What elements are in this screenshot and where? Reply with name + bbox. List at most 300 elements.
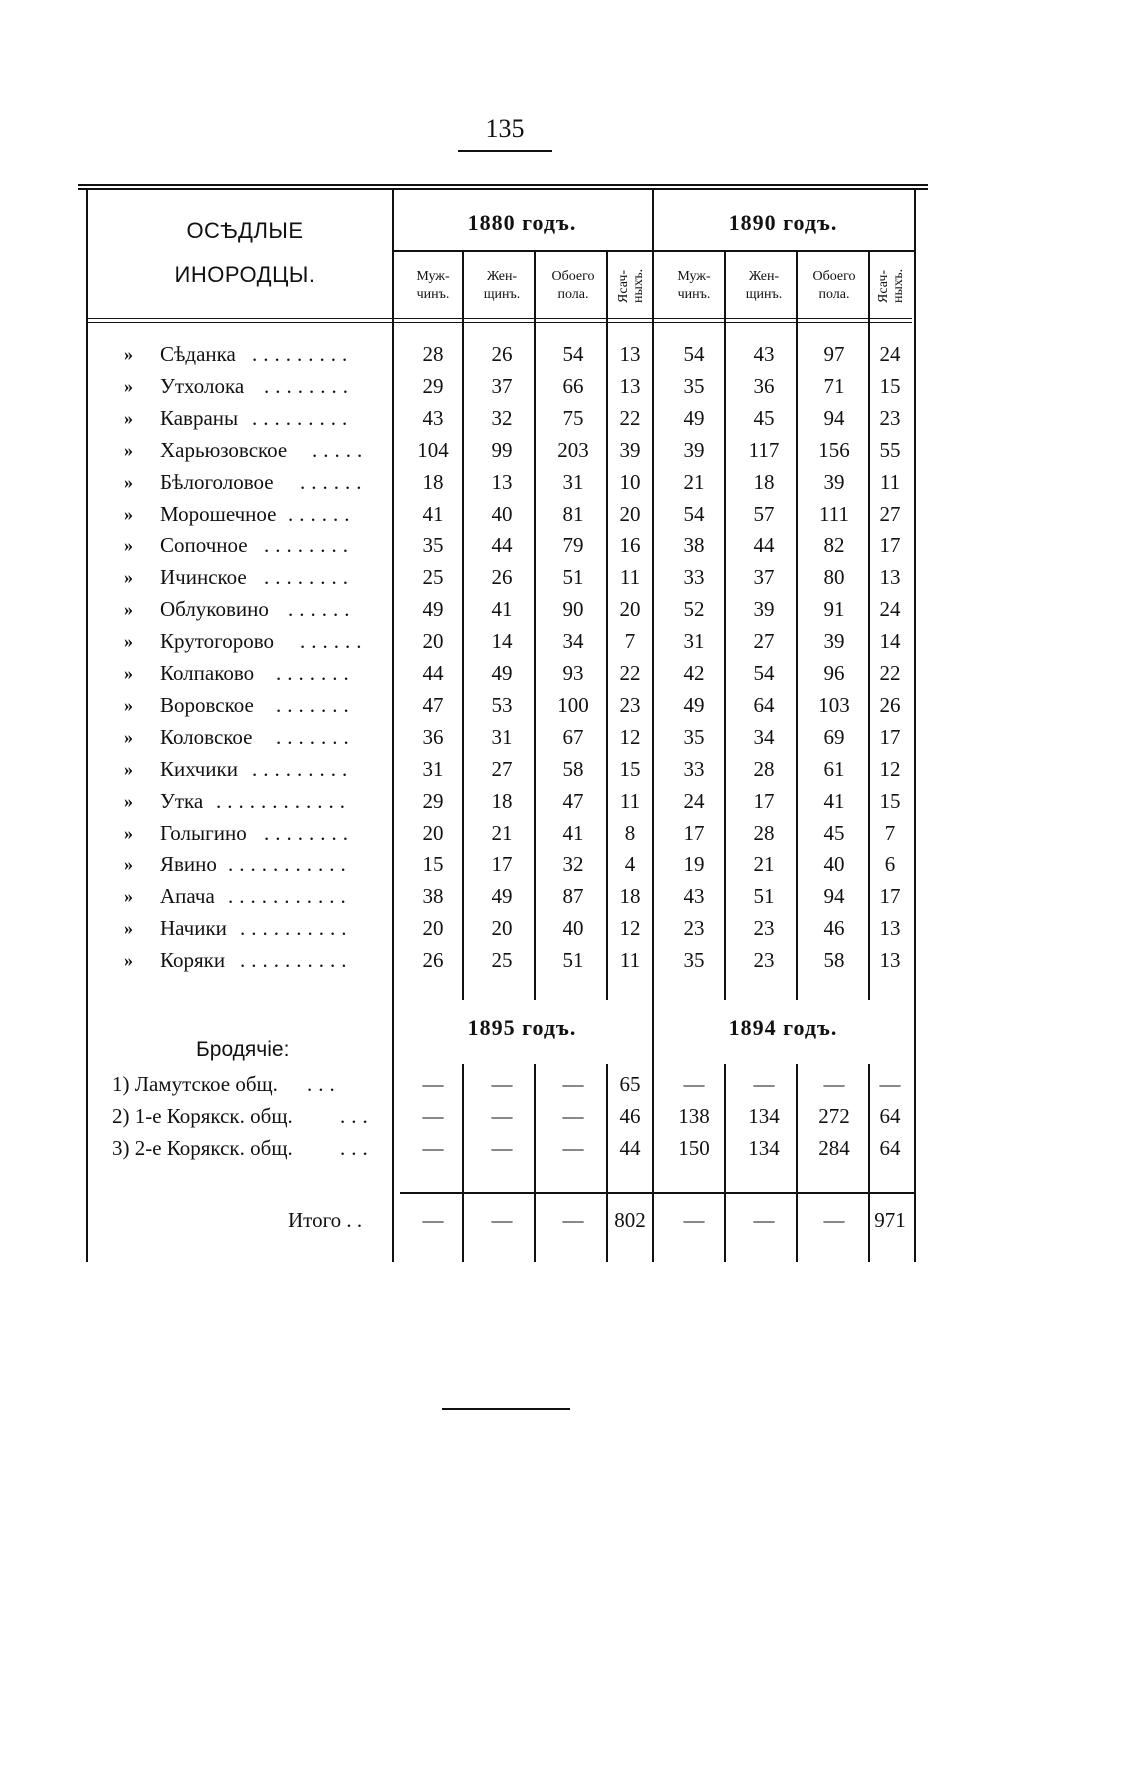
table-cell: 99 xyxy=(491,437,513,462)
table-column-rule xyxy=(606,252,608,1000)
table-cell: 13 xyxy=(879,948,901,973)
table-cell: 44 xyxy=(753,533,775,558)
table-cell: — xyxy=(491,1072,513,1096)
table-cell: 43 xyxy=(683,884,705,909)
settlement-name: Колпаково xyxy=(160,661,255,685)
table-cell: 49 xyxy=(491,661,513,685)
table-cell: 11 xyxy=(879,469,901,494)
table-cell: 54 xyxy=(562,342,584,366)
table-cell: 17 xyxy=(879,724,901,749)
table-column-rule xyxy=(462,1064,464,1262)
table-cell: 7 xyxy=(624,629,636,654)
table-cell: 91 xyxy=(823,597,845,622)
table-cell: 138 xyxy=(678,1104,710,1128)
table-cell: 15 xyxy=(879,373,901,398)
table-cell: 51 xyxy=(562,565,584,590)
table-cell: 802 xyxy=(614,1208,646,1232)
settlement-name: Коряки xyxy=(160,948,226,973)
table-cell: 81 xyxy=(562,501,584,526)
table-column-rule xyxy=(724,1064,726,1262)
year-heading-rule xyxy=(392,250,914,252)
table-cell: 150 xyxy=(678,1136,710,1160)
table-cell: 35 xyxy=(683,724,705,749)
table-cell: 100 xyxy=(557,692,589,717)
table-row xyxy=(0,880,1140,912)
table-cell: 13 xyxy=(619,342,641,366)
table-cell: 80 xyxy=(823,565,845,590)
leader-dots: ..... xyxy=(312,437,369,462)
table-cell: 33 xyxy=(683,565,705,590)
table-cell: 97 xyxy=(823,342,845,366)
table-cell: 66 xyxy=(562,373,584,398)
table-cell: 94 xyxy=(823,884,845,909)
table-cell: 23 xyxy=(753,948,775,973)
table-cell: 15 xyxy=(422,852,444,877)
table-cell: 43 xyxy=(422,405,444,430)
table-row xyxy=(0,402,1140,434)
column-heading-both: Обоего пола. xyxy=(551,269,595,302)
table-cell: 31 xyxy=(422,756,444,781)
table-cell: 13 xyxy=(879,916,901,941)
table-top-rule xyxy=(78,184,928,190)
table-cell: 20 xyxy=(491,916,513,941)
table-cell: — xyxy=(753,1208,775,1232)
table-cell: 18 xyxy=(491,788,513,813)
row-marker: » xyxy=(124,503,133,524)
table-cell: — xyxy=(879,1072,901,1096)
table-cell: 36 xyxy=(753,373,775,398)
table-cell: 20 xyxy=(619,501,641,526)
leader-dots: ... xyxy=(340,1104,374,1128)
table-cell: — xyxy=(562,1072,584,1096)
settlement-name: Явино xyxy=(160,852,217,877)
table-cell: 38 xyxy=(422,884,444,909)
table-cell: 12 xyxy=(879,756,901,781)
row-marker: » xyxy=(124,439,133,460)
table-cell: 39 xyxy=(683,437,705,462)
table-cell: 41 xyxy=(491,597,513,622)
table-cell: 24 xyxy=(879,342,901,366)
table-cell: 64 xyxy=(753,692,775,717)
table-cell: — xyxy=(422,1104,444,1128)
total-label: Итого . . xyxy=(288,1208,363,1232)
column-heading-yasak: Ясач- ныхъ. xyxy=(616,268,646,304)
table-cell: 18 xyxy=(422,469,444,494)
row-marker: » xyxy=(124,663,133,683)
table-cell: 27 xyxy=(491,756,513,781)
table-cell: 25 xyxy=(491,948,513,973)
row-marker: » xyxy=(124,344,133,364)
leader-dots: .......... xyxy=(240,948,353,973)
table-cell: 42 xyxy=(683,661,705,685)
table-column-rule xyxy=(796,252,798,1000)
table-cell: 24 xyxy=(683,788,705,813)
table-cell: 21 xyxy=(683,469,705,494)
table-cell: 4 xyxy=(624,852,636,877)
table-row xyxy=(0,561,1140,593)
table-cell: 53 xyxy=(491,692,513,717)
table-cell: 49 xyxy=(491,884,513,909)
settlement-name: Кавраны xyxy=(160,405,239,430)
table-cell: 44 xyxy=(422,661,444,685)
table-cell: 156 xyxy=(818,437,850,462)
table-cell: 17 xyxy=(879,533,901,558)
table-row xyxy=(0,912,1140,944)
nomadic-group-name: 3) 2-е Корякск. общ. xyxy=(112,1136,293,1160)
table-cell: 44 xyxy=(619,1136,641,1160)
table-column-rule xyxy=(86,190,88,1262)
row-marker: » xyxy=(124,631,133,652)
table-cell: 29 xyxy=(422,373,444,398)
table-cell: — xyxy=(491,1104,513,1128)
table-cell: 71 xyxy=(823,373,845,398)
settlement-name: Ичинское xyxy=(160,565,247,590)
table-column-rule xyxy=(868,1064,870,1262)
table-cell: 16 xyxy=(619,533,641,558)
table-row xyxy=(0,689,1140,721)
table-cell: 17 xyxy=(879,884,901,909)
total-row xyxy=(0,1204,1140,1236)
header-title-line2: ИНОРОДЦЫ. xyxy=(174,262,316,287)
leader-dots: ........... xyxy=(228,852,352,877)
table-cell: 40 xyxy=(823,852,845,877)
table-cell: 23 xyxy=(683,916,705,941)
table-cell: 26 xyxy=(879,692,901,717)
table-cell: 15 xyxy=(879,788,901,813)
leader-dots: ........ xyxy=(264,533,354,558)
table-cell: — xyxy=(491,1136,513,1160)
table-cell: 46 xyxy=(823,916,845,941)
table-cell: 39 xyxy=(619,437,641,462)
leader-dots: ........ xyxy=(264,565,354,590)
table-cell: 104 xyxy=(417,437,449,462)
settlement-name: Морошечное xyxy=(160,501,277,526)
table-cell: — xyxy=(753,1072,775,1096)
table-row xyxy=(0,753,1140,785)
table-cell: 10 xyxy=(619,469,641,494)
table-cell: 51 xyxy=(562,948,584,973)
leader-dots: .......... xyxy=(240,916,353,941)
footer-rule xyxy=(442,1408,570,1410)
nomadic-bottom-rule xyxy=(400,1192,914,1194)
settlement-name: Утхолока xyxy=(160,373,245,398)
nomadic-label: Бродячіе: xyxy=(196,1038,290,1061)
table-cell: 37 xyxy=(491,373,513,398)
table-row xyxy=(0,785,1140,817)
row-marker: » xyxy=(124,822,133,843)
table-row xyxy=(0,593,1140,625)
table-cell: 58 xyxy=(562,756,584,781)
table-cell: 11 xyxy=(619,565,641,590)
settlement-name: Харьюзовское xyxy=(160,437,288,462)
leader-dots: ........... xyxy=(228,884,352,909)
leader-dots: ........ xyxy=(264,373,354,398)
table-cell: 20 xyxy=(422,629,444,654)
column-heading-men: Муж- чинъ. xyxy=(416,269,450,302)
table-cell: 61 xyxy=(823,756,845,781)
table-cell: 20 xyxy=(422,820,444,845)
page-number: 135 xyxy=(485,114,525,143)
table-cell: 35 xyxy=(422,533,444,558)
table-row xyxy=(0,338,1140,370)
table-row xyxy=(0,434,1140,466)
table-cell: 21 xyxy=(491,820,513,845)
table-column-rule xyxy=(392,190,394,1262)
table-column-rule xyxy=(534,1064,536,1262)
table-cell: 18 xyxy=(619,884,641,909)
table-cell: 28 xyxy=(422,342,444,366)
table-cell: 34 xyxy=(753,724,775,749)
nomadic-group-name: 1) Ламутское общ. xyxy=(112,1072,278,1096)
table-cell: — xyxy=(683,1208,705,1232)
table-cell: 29 xyxy=(422,788,444,813)
row-marker: » xyxy=(124,599,133,620)
table-column-rule xyxy=(724,252,726,1000)
settlement-name: Сопочное xyxy=(160,533,248,558)
table-row xyxy=(0,1100,1140,1132)
table-cell: 35 xyxy=(683,373,705,398)
table-cell: 90 xyxy=(562,597,584,622)
leader-dots: ....... xyxy=(276,692,355,717)
table-cell: — xyxy=(422,1208,444,1232)
table-column-rule xyxy=(652,190,654,1262)
table-column-rule xyxy=(534,252,536,1000)
table-cell: 28 xyxy=(753,820,775,845)
settlement-name: Воровское xyxy=(160,692,254,717)
table-cell: 11 xyxy=(619,948,641,973)
table-column-rule xyxy=(868,252,870,1000)
table-cell: 22 xyxy=(619,405,641,430)
table-row xyxy=(0,466,1140,498)
table-cell: 39 xyxy=(823,629,845,654)
table-cell: — xyxy=(422,1136,444,1160)
column-heading-men: Муж- чинъ. xyxy=(677,269,711,302)
table-cell: — xyxy=(422,1072,444,1096)
settlement-name: Крутогорово xyxy=(160,629,274,654)
table-cell: 971 xyxy=(874,1208,906,1232)
leader-dots: ... xyxy=(307,1072,341,1096)
table-cell: — xyxy=(823,1072,845,1096)
table-cell: 64 xyxy=(879,1136,901,1160)
table-cell: 32 xyxy=(562,852,584,877)
table-cell: 34 xyxy=(562,629,584,654)
table-cell: 17 xyxy=(683,820,705,845)
table-cell: 11 xyxy=(619,788,641,813)
table-cell: 58 xyxy=(823,948,845,973)
table-cell: 14 xyxy=(491,629,513,654)
table-cell: 111 xyxy=(819,501,849,526)
table-cell: 203 xyxy=(557,437,589,462)
table-cell: 8 xyxy=(624,820,636,845)
year-1880-heading: 1880 годъ. xyxy=(467,210,577,235)
row-marker: » xyxy=(124,886,133,907)
table-cell: 21 xyxy=(753,852,775,877)
table-cell: 13 xyxy=(619,373,641,398)
table-cell: 38 xyxy=(683,533,705,558)
leader-dots: ......... xyxy=(252,405,354,430)
settlement-name: Коловское xyxy=(160,724,253,749)
table-cell: 272 xyxy=(818,1104,850,1128)
table-cell: — xyxy=(683,1072,705,1096)
settlement-name: Кихчики xyxy=(160,756,238,781)
table-cell: 69 xyxy=(823,724,845,749)
table-column-rule xyxy=(462,252,464,1000)
table-cell: — xyxy=(823,1208,845,1232)
table-cell: 18 xyxy=(753,469,775,494)
table-row xyxy=(0,944,1140,976)
table-cell: 82 xyxy=(823,533,845,558)
table-cell: 23 xyxy=(879,405,901,430)
table-cell: 39 xyxy=(823,469,845,494)
table-cell: 32 xyxy=(491,405,513,430)
row-marker: » xyxy=(124,854,133,875)
table-cell: 47 xyxy=(562,788,584,813)
table-cell: 17 xyxy=(753,788,775,813)
table-cell: — xyxy=(562,1104,584,1128)
table-row xyxy=(0,848,1140,880)
row-marker: » xyxy=(124,758,133,779)
table-cell: 36 xyxy=(422,724,444,749)
leader-dots: ........ xyxy=(264,820,354,845)
table-cell: 22 xyxy=(879,661,901,685)
table-cell: 6 xyxy=(884,852,896,877)
settlement-name: Облуковино xyxy=(160,597,269,622)
settlement-name: Апача xyxy=(160,884,215,909)
table-cell: 27 xyxy=(753,629,775,654)
table-cell: 41 xyxy=(562,820,584,845)
row-marker: » xyxy=(124,375,133,396)
table-cell: 52 xyxy=(683,597,705,622)
table-cell: 284 xyxy=(818,1136,850,1160)
settlement-name: Голыгино xyxy=(160,820,247,845)
table-cell: 75 xyxy=(562,405,584,430)
settlement-name: Сѣданка xyxy=(160,342,236,366)
row-marker: » xyxy=(124,567,133,588)
leader-dots: ............ xyxy=(216,788,351,813)
table-cell: 44 xyxy=(491,533,513,558)
table-cell: 45 xyxy=(823,820,845,845)
leader-dots: ......... xyxy=(252,342,354,366)
row-marker: » xyxy=(124,918,133,939)
table-cell: 41 xyxy=(422,501,444,526)
table-header-bottom-rule xyxy=(86,318,912,323)
leader-dots: ...... xyxy=(300,469,368,494)
table-cell: 39 xyxy=(753,597,775,622)
table-cell: 26 xyxy=(491,342,513,366)
settlement-name: Начики xyxy=(160,916,227,941)
table-cell: 12 xyxy=(619,724,641,749)
table-cell: 33 xyxy=(683,756,705,781)
table-cell: 31 xyxy=(491,724,513,749)
table-cell: 31 xyxy=(683,629,705,654)
table-row xyxy=(0,625,1140,657)
table-cell: — xyxy=(491,1208,513,1232)
row-marker: » xyxy=(124,471,133,492)
table-cell: 67 xyxy=(562,724,584,749)
table-cell: 26 xyxy=(422,948,444,973)
table-cell: 25 xyxy=(422,565,444,590)
leader-dots: ......... xyxy=(252,756,354,781)
table-cell: 14 xyxy=(879,629,901,654)
table-cell: 12 xyxy=(619,916,641,941)
table-cell: 65 xyxy=(619,1072,641,1096)
table-row xyxy=(0,721,1140,753)
settlement-name: Бѣлоголовое xyxy=(160,469,274,494)
table-cell: 41 xyxy=(823,788,845,813)
table-cell: — xyxy=(562,1208,584,1232)
table-cell: 46 xyxy=(619,1104,641,1128)
table-cell: 54 xyxy=(683,342,705,366)
nomadic-group-name: 2) 1-е Корякск. общ. xyxy=(112,1104,293,1128)
table-cell: 64 xyxy=(879,1104,901,1128)
table-cell: 20 xyxy=(619,597,641,622)
row-marker: » xyxy=(124,726,133,747)
table-row xyxy=(0,1132,1140,1164)
table-cell: 15 xyxy=(619,756,641,781)
table-cell: 54 xyxy=(753,661,775,685)
table-row xyxy=(0,817,1140,849)
row-marker: » xyxy=(124,694,133,715)
table-column-rule xyxy=(606,1064,608,1262)
column-heading-women: Жен- щинъ. xyxy=(745,269,783,302)
table-cell: 31 xyxy=(562,469,584,494)
table-cell: 23 xyxy=(619,692,641,717)
table-cell: 26 xyxy=(491,565,513,590)
column-heading-yasak: Ясач- ныхъ. xyxy=(876,268,906,304)
table-cell: 49 xyxy=(683,405,705,430)
settlement-name: Утка xyxy=(160,788,204,813)
page-number-rule xyxy=(458,150,552,152)
table-cell: — xyxy=(562,1136,584,1160)
table-cell: 134 xyxy=(748,1104,780,1128)
row-marker: » xyxy=(124,407,133,428)
table-row xyxy=(0,498,1140,530)
table-cell: 28 xyxy=(753,756,775,781)
leader-dots: ... xyxy=(340,1136,374,1160)
leader-dots: ...... xyxy=(288,501,356,526)
table-column-rule xyxy=(914,190,916,1262)
table-cell: 13 xyxy=(879,565,901,590)
table-cell: 103 xyxy=(818,692,850,717)
table-cell: 7 xyxy=(884,820,896,845)
year-1895-heading: 1895 годъ. xyxy=(467,1015,577,1040)
year-1890-heading: 1890 годъ. xyxy=(728,210,838,235)
table-cell: 49 xyxy=(683,692,705,717)
leader-dots: ....... xyxy=(276,724,355,749)
table-cell: 87 xyxy=(562,884,584,909)
table-row xyxy=(0,370,1140,402)
table-cell: 54 xyxy=(683,501,705,526)
table-cell: 55 xyxy=(879,437,901,462)
table-cell: 40 xyxy=(491,501,513,526)
table-row xyxy=(0,1068,1140,1100)
table-cell: 19 xyxy=(683,852,705,877)
leader-dots: ...... xyxy=(300,629,368,654)
table-column-rule xyxy=(796,1064,798,1262)
table-row xyxy=(0,657,1140,689)
table-cell: 20 xyxy=(422,916,444,941)
table-cell: 57 xyxy=(753,501,775,526)
table-cell: 37 xyxy=(753,565,775,590)
column-heading-both: Обоего пола. xyxy=(812,269,856,302)
year-1894-heading: 1894 годъ. xyxy=(728,1015,838,1040)
table-cell: 96 xyxy=(823,661,845,685)
table-cell: 79 xyxy=(562,533,584,558)
table-cell: 51 xyxy=(753,884,775,909)
table-cell: 94 xyxy=(823,405,845,430)
table-row xyxy=(0,529,1140,561)
table-cell: 27 xyxy=(879,501,901,526)
